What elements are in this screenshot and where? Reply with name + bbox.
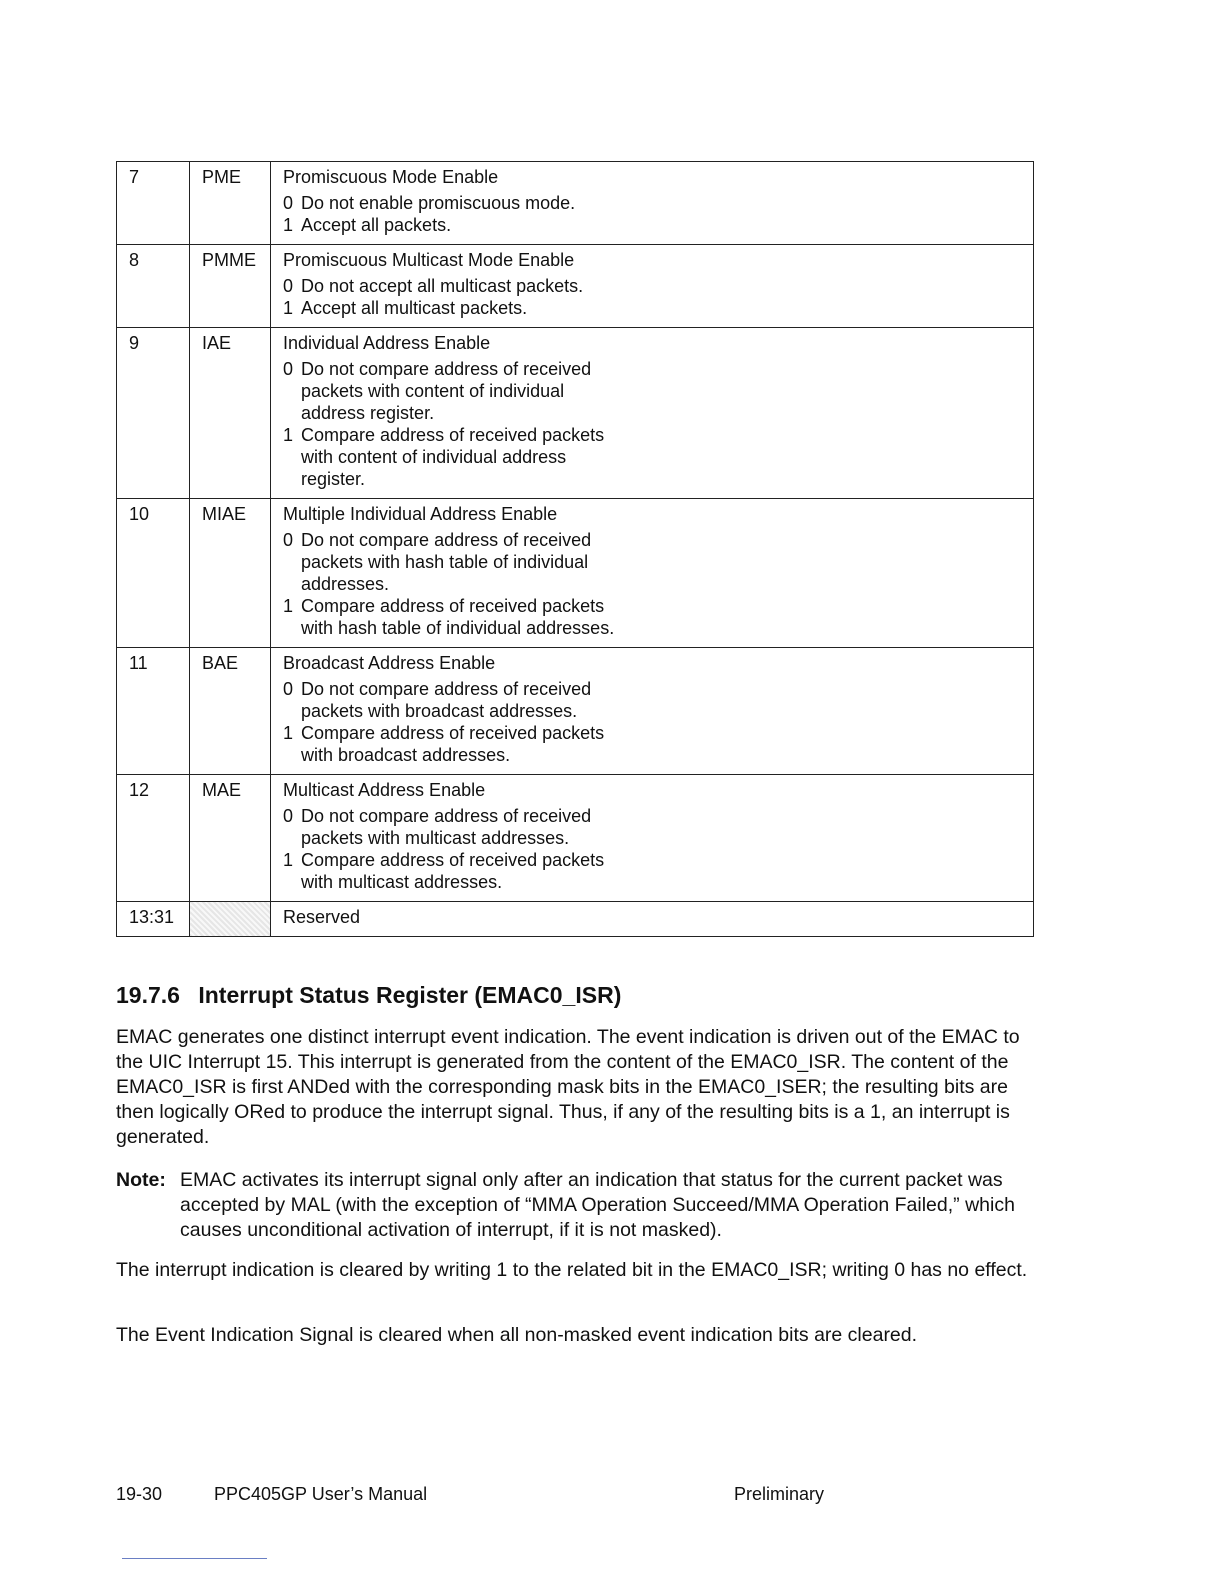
description-title: Multiple Individual Address Enable <box>283 504 558 524</box>
option-text: Compare address of received packets with hash table of individual addresses. <box>301 596 615 638</box>
option-item <box>283 214 633 236</box>
option-item <box>283 192 633 214</box>
bits-cell: 12 <box>117 775 190 902</box>
field-name-cell: IAE <box>190 328 271 499</box>
option-value: 0 <box>283 679 294 699</box>
footer-manual-title: PPC405GP User’s Manual <box>214 1484 428 1504</box>
description-title: Promiscuous Mode Enable <box>283 167 499 187</box>
description-cell <box>271 775 1034 902</box>
description-title: Multicast Address Enable <box>283 780 486 800</box>
table-row <box>117 902 1034 937</box>
paragraph-event-indication: The Event Indication Signal is cleared when all non-masked event indication bits are cleared. <box>116 1324 918 1346</box>
option-text: Do not enable promiscuous mode. <box>301 193 576 213</box>
option-item <box>283 529 633 595</box>
option-item <box>283 424 633 490</box>
description-cell <box>271 902 1034 937</box>
option-value: 0 <box>283 806 294 826</box>
paragraph-interrupt-generation: EMAC generates one distinct interrupt event indication. The event indication is driven out of the EMAC to the UIC Interrupt 15. This interrupt is generated from the content of the EMAC0_ISR. The content of the EMAC0_ISR is first ANDed with the corresponding mask bits in the EMAC0_ISER; the resulting bits are then logically ORed to produce the interrupt signal. Thus, if any of the resulting bits is a 1, an interrupt is generated. <box>116 1026 1020 1148</box>
table-row <box>117 648 1034 775</box>
option-value: 0 <box>283 193 294 213</box>
table-row <box>117 245 1034 328</box>
field-name-cell: PME <box>190 162 271 245</box>
field-name-cell: MAE <box>190 775 271 902</box>
description-cell <box>271 648 1034 775</box>
option-value: 1 <box>283 850 294 870</box>
field-name-cell: BAE <box>190 648 271 775</box>
option-text: Accept all packets. <box>301 215 452 235</box>
option-value: 1 <box>283 215 294 235</box>
option-item <box>283 722 633 766</box>
option-text: Accept all multicast packets. <box>301 298 528 318</box>
section-number: 19.7.6 <box>116 982 180 1008</box>
option-text: Do not accept all multicast packets. <box>301 276 584 296</box>
option-text: Compare address of received packets with multicast addresses. <box>301 850 605 892</box>
option-text: Compare address of received packets with broadcast addresses. <box>301 723 605 765</box>
option-item <box>283 678 633 722</box>
section-title: Interrupt Status Register (EMAC0_ISR) <box>198 982 622 1008</box>
option-value: 1 <box>283 425 294 445</box>
option-value: 0 <box>283 276 294 296</box>
option-item <box>283 297 633 319</box>
register-bit-table <box>116 161 1034 937</box>
section-heading <box>116 982 621 1009</box>
table-row <box>117 775 1034 902</box>
description-cell <box>271 328 1034 499</box>
option-text: Compare address of received packets with content of individual address register. <box>301 425 605 489</box>
bits-cell: 13:31 <box>117 902 190 937</box>
option-value: 1 <box>283 723 294 743</box>
footer-page-number: 19-30 <box>116 1484 163 1504</box>
option-value: 0 <box>283 530 294 550</box>
option-value: 1 <box>283 596 294 616</box>
option-item <box>283 275 633 297</box>
option-text: Do not compare address of received packets with multicast addresses. <box>301 806 592 848</box>
description-title: Individual Address Enable <box>283 333 491 353</box>
field-name-cell <box>190 902 271 937</box>
table-row <box>117 499 1034 648</box>
field-name-cell: PMME <box>190 245 271 328</box>
footer-status: Preliminary <box>734 1484 825 1504</box>
bits-cell: 8 <box>117 245 190 328</box>
table-row <box>117 328 1034 499</box>
option-text: Do not compare address of received packets with hash table of individual addresses. <box>301 530 592 594</box>
field-name-cell: MIAE <box>190 499 271 648</box>
description-title: Promiscuous Multicast Mode Enable <box>283 250 575 270</box>
bits-cell: 11 <box>117 648 190 775</box>
description-title: Broadcast Address Enable <box>283 653 496 673</box>
note-block <box>116 1168 1036 1243</box>
option-value: 1 <box>283 298 294 318</box>
description-cell <box>271 499 1034 648</box>
paragraph-interrupt-clearing: The interrupt indication is cleared by writing 1 to the related bit in the EMAC0_ISR; writing 0 has no effect. <box>116 1259 1028 1281</box>
note-label: Note: <box>116 1169 166 1191</box>
option-value: 0 <box>283 359 294 379</box>
bits-cell: 9 <box>117 328 190 499</box>
note-text: EMAC activates its interrupt signal only after an indication that status for the current packet was accepted by MAL (with the exception of “MMA Operation Succeed/MMA Operation Failed,” which causes unconditional activation of interrupt, if it is not masked). <box>180 1169 1015 1241</box>
option-item <box>283 595 633 639</box>
option-item <box>283 805 633 849</box>
table-row <box>117 162 1034 245</box>
description-cell <box>271 245 1034 328</box>
option-item <box>283 358 633 424</box>
footer-divider <box>122 1558 267 1559</box>
register-bit-table-body <box>117 162 1034 937</box>
description-title: Reserved <box>283 907 361 927</box>
bits-cell: 10 <box>117 499 190 648</box>
option-text: Do not compare address of received packets with content of individual address register. <box>301 359 592 423</box>
description-cell <box>271 162 1034 245</box>
bits-cell: 7 <box>117 162 190 245</box>
option-text: Do not compare address of received packets with broadcast addresses. <box>301 679 592 721</box>
option-item <box>283 849 633 893</box>
